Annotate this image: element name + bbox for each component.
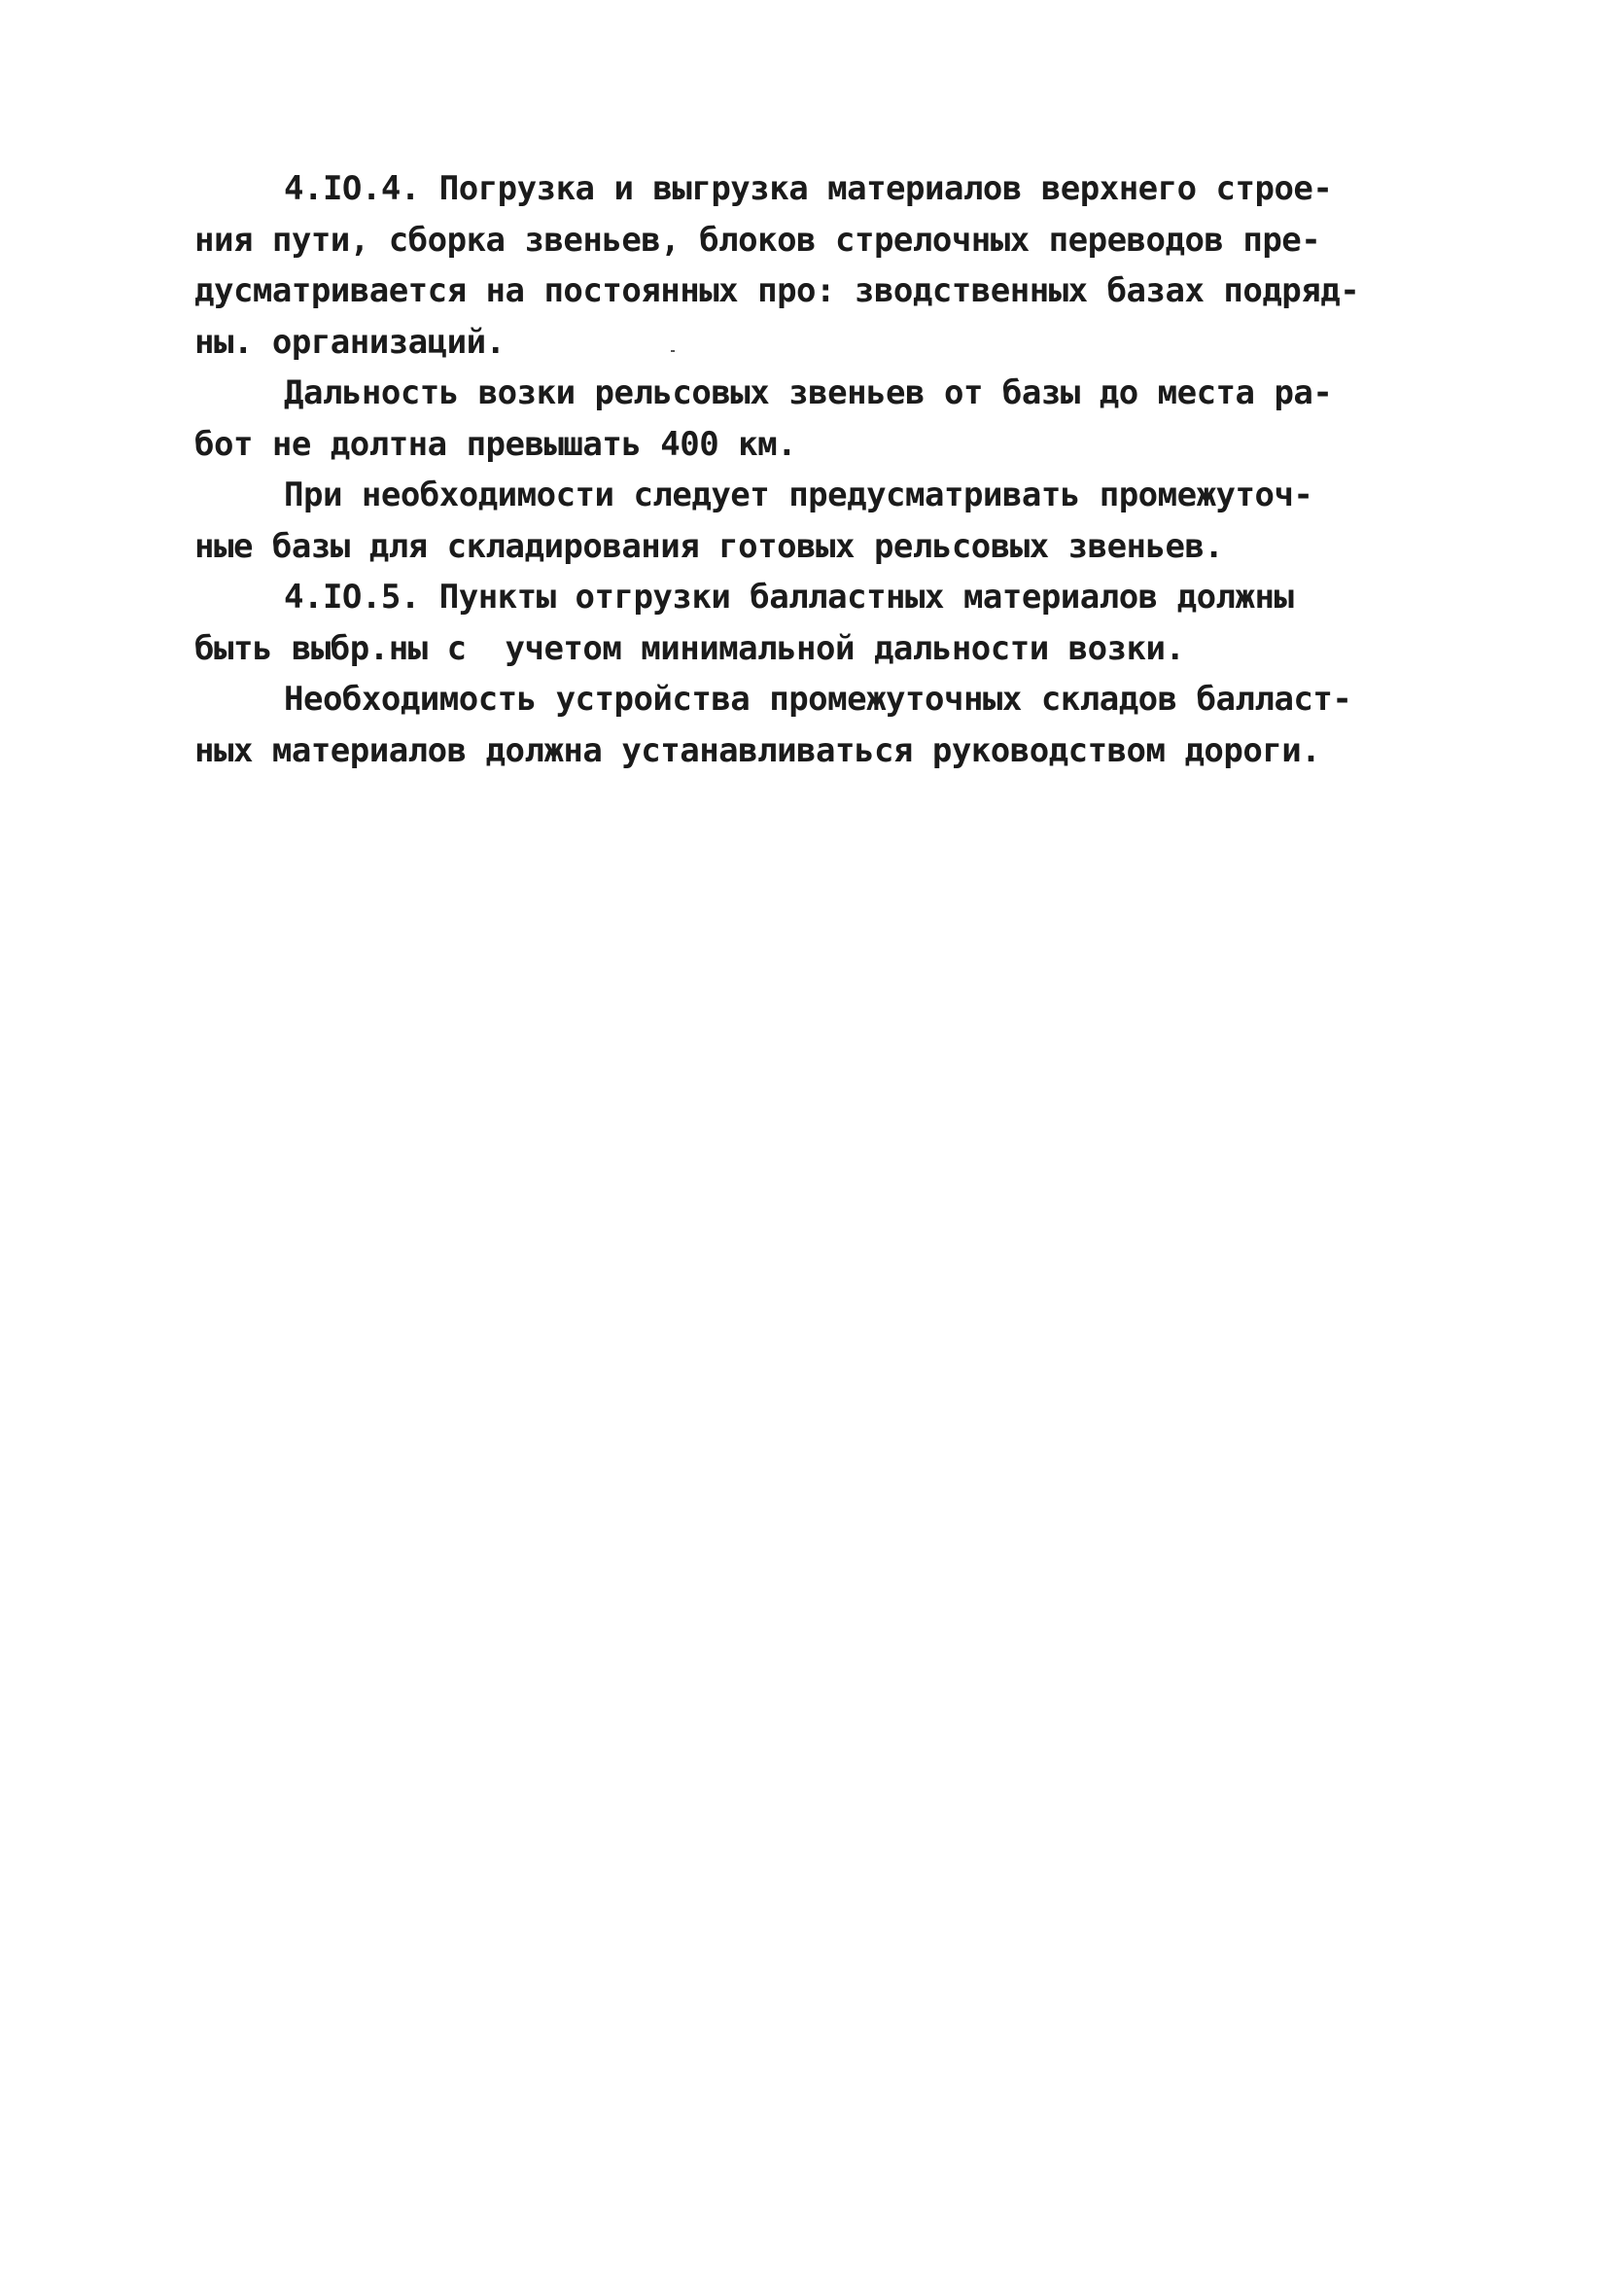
paragraph-4-10-4-line-2: ния пути, сборка звеньев, блоков стрелочных переводов пре- — [194, 220, 1321, 260]
paragraph-4-10-4-line-4: ны. организаций. — [194, 322, 506, 362]
paragraph-ballast-storage-line-1: Необходимость устройства промежуточных складов балласт- — [284, 680, 1352, 719]
paragraph-distance-line-2: бот не долтна превышать 400 км. — [194, 424, 797, 464]
document-body — [194, 163, 1458, 776]
paragraph-4-10-4-line-1: 4.IO.4. Погрузка и выгрузка материалов верхнего строе- — [284, 169, 1333, 208]
paragraph-4-10-5-line-1: 4.IO.5. Пункты отгрузки балластных материалов должны — [284, 578, 1294, 617]
scan-speck — [671, 350, 675, 352]
paragraph-intermediate-bases-line-1: При необходимости следует предусматривать промежуточ- — [284, 476, 1313, 514]
paragraph-intermediate-bases-line-2: ные базы для складирования готовых рельсовых звеньев. — [194, 526, 1224, 566]
paragraph-4-10-4-line-3: дусматривается на постоянных про: зводственных базах подряд- — [194, 271, 1360, 310]
paragraph-4-10-5-line-2: быть выбр.ны с учетом минимальной дальности возки. — [194, 628, 1185, 668]
paragraph-distance-line-1: Дальность возки рельсовых звеньев от базы до места ра- — [284, 373, 1333, 412]
paragraph-ballast-storage-line-2: ных материалов должна устанавливаться руководством дороги. — [194, 730, 1321, 770]
